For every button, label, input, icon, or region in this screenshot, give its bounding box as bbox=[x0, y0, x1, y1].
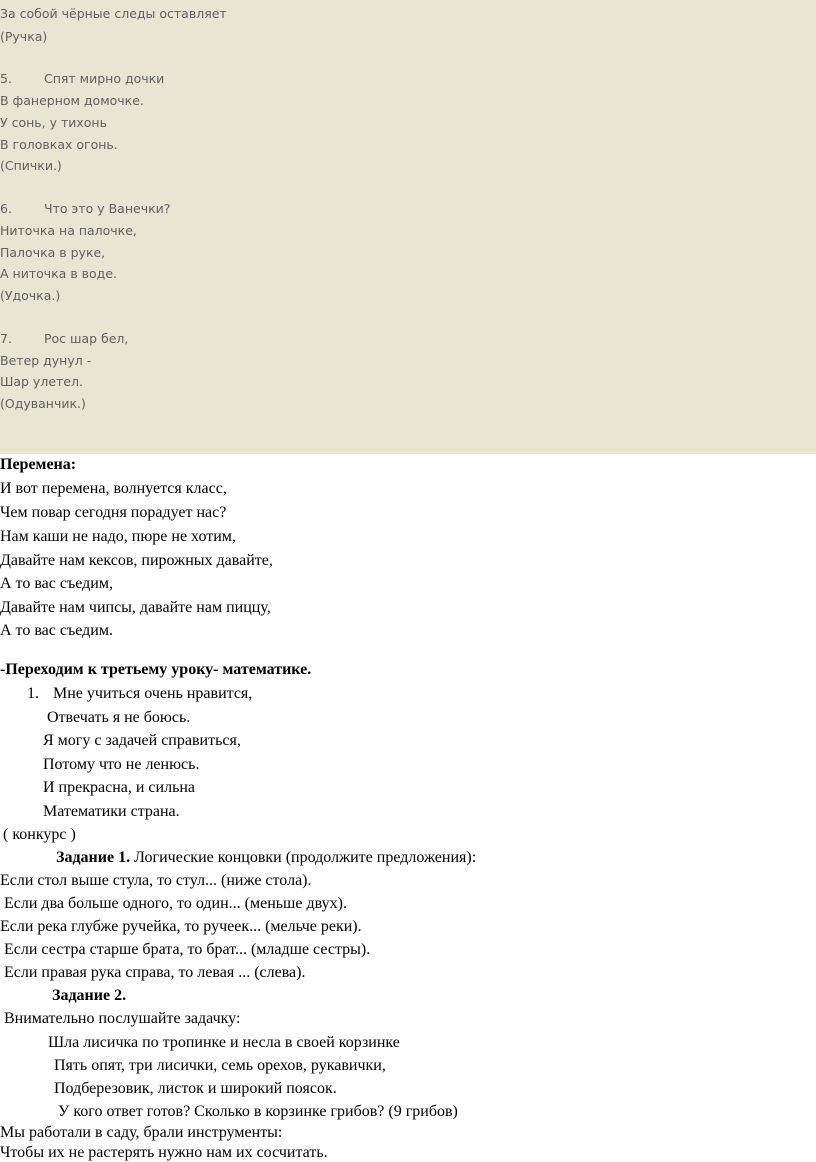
break-line: А то вас съедим, bbox=[0, 575, 113, 592]
riddles-block bbox=[0, 0, 816, 454]
task2-intro: Внимательно послушайте задачку: bbox=[4, 1010, 241, 1027]
break-heading: Перемена: bbox=[0, 456, 77, 473]
closing-line: Чтобы их не растерять нужно нам их сосчитать. bbox=[0, 1144, 328, 1161]
break-line: Нам каши не надо, пюре не хотим, bbox=[0, 528, 236, 545]
break-line: Чем повар сегодня порадует нас? bbox=[0, 504, 227, 521]
lesson-document bbox=[0, 454, 816, 1161]
riddle-6-line: Ниточка на палочке, bbox=[0, 223, 137, 238]
break-line: Давайте нам кексов, пирожных давайте, bbox=[0, 552, 273, 569]
task1-item: Если река глубже ручейка, то ручеек... (мельче реки). bbox=[0, 918, 362, 935]
poem-line: Потому что не ленюсь. bbox=[43, 756, 200, 773]
math-heading: -Переходим к третьему уроку- математике. bbox=[0, 661, 312, 678]
poem-line: Мне учиться очень нравится, bbox=[53, 685, 253, 702]
riddle-5-number: 5. bbox=[0, 71, 12, 86]
task1-text: Логические концовки (продолжите предложения): bbox=[130, 849, 477, 866]
poem-line: Отвечать я не боюсь. bbox=[47, 709, 191, 726]
riddle-6-answer: (Удочка.) bbox=[0, 288, 61, 303]
task2-line: Подберезовик, листок и широкий поясок. bbox=[54, 1080, 337, 1097]
break-line: И вот перемена, волнуется класс, bbox=[0, 480, 227, 497]
poem-number: 1. bbox=[27, 685, 39, 702]
task2-line: Шла лисичка по тропинке и несла в своей корзинке bbox=[48, 1034, 400, 1051]
task1-label: Задание 1. bbox=[56, 849, 131, 866]
task1-item: Если два больше одного, то один... (меньше двух). bbox=[4, 895, 347, 912]
riddle-5-line: В фанерном домочке. bbox=[0, 93, 144, 108]
riddle-7-text: Рос шар бел, bbox=[44, 331, 129, 346]
poem-line: И прекрасна, и сильна bbox=[43, 779, 196, 796]
poem-line: Математики страна. bbox=[43, 803, 180, 820]
riddle-5-text: Спят мирно дочки bbox=[44, 71, 165, 86]
riddle-7-answer: (Одуванчик.) bbox=[0, 396, 86, 411]
riddle-4-line: За собой чёрные следы оставляет bbox=[0, 6, 227, 21]
task1-item: Если стол выше стула, то стул... (ниже стола). bbox=[0, 872, 312, 889]
riddle-6-line bbox=[0, 201, 170, 216]
riddle-7-number: 7. bbox=[0, 331, 12, 346]
riddle-5-line: У сонь, у тихонь bbox=[0, 115, 107, 130]
riddle-4-answer: (Ручка) bbox=[0, 29, 48, 44]
task1-heading bbox=[56, 849, 476, 867]
riddle-6-line: Палочка в руке, bbox=[0, 245, 106, 260]
task2-line: У кого ответ готов? Сколько в корзинке грибов? (9 грибов) bbox=[58, 1103, 458, 1120]
break-line: А то вас съедим. bbox=[0, 622, 113, 639]
task1-item: Если сестра старше брата, то брат... (младше сестры). bbox=[4, 941, 371, 958]
contest-label: ( конкурс ) bbox=[3, 826, 76, 843]
task1-item: Если правая рука справа, то левая ... (слева). bbox=[4, 964, 306, 981]
riddle-6-number: 6. bbox=[0, 201, 12, 216]
riddle-5-line: В головках огонь. bbox=[0, 137, 118, 152]
riddle-7-line bbox=[0, 331, 128, 346]
riddle-6-text: Что это у Ванечки? bbox=[44, 201, 171, 216]
break-line: Давайте нам чипсы, давайте нам пиццу, bbox=[0, 599, 271, 616]
riddle-5-answer: (Спички.) bbox=[0, 158, 62, 173]
riddle-7-line: Ветер дунул - bbox=[0, 353, 92, 368]
poem-line: Я могу с задачей справиться, bbox=[43, 732, 241, 749]
riddle-7-line: Шар улетел. bbox=[0, 374, 83, 389]
riddle-5-line bbox=[0, 71, 164, 86]
task2-label: Задание 2. bbox=[52, 987, 127, 1004]
closing-line: Мы работали в саду, брали инструменты: bbox=[0, 1124, 283, 1141]
task2-line: Пять опят, три лисички, семь орехов, рукавички, bbox=[54, 1057, 386, 1074]
riddle-6-line: А ниточка в воде. bbox=[0, 266, 117, 281]
